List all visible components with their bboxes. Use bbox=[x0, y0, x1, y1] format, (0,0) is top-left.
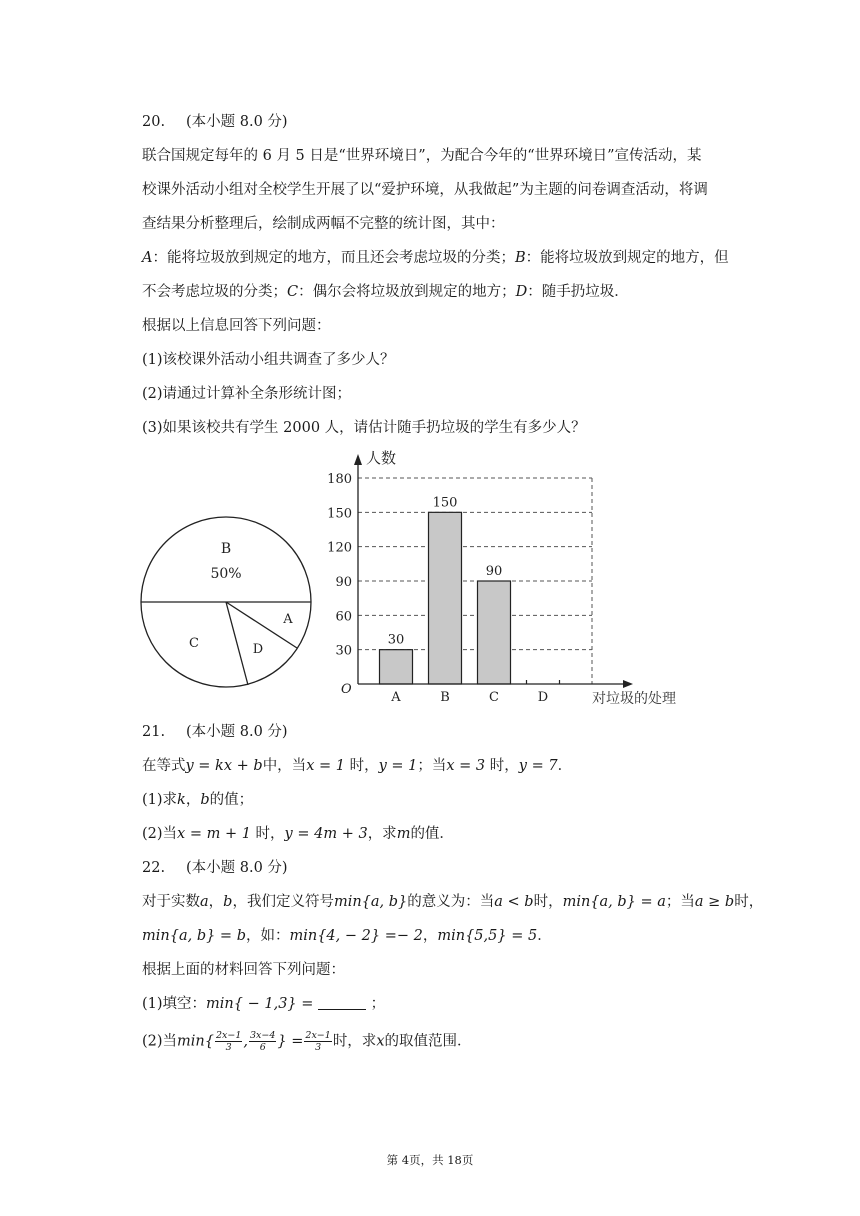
y-axis-label: 人数 bbox=[366, 449, 397, 467]
q22-line2 bbox=[142, 926, 552, 946]
q22-math: min{ − 1,3} = bbox=[206, 996, 314, 1012]
q21-condition: y = 4m + 3 bbox=[284, 826, 368, 842]
pie-label-b-percent: 50% bbox=[210, 566, 242, 582]
q21-text: 时， bbox=[250, 826, 285, 842]
fraction-numerator: 2x−1 bbox=[216, 1030, 242, 1041]
option-c-key: C bbox=[287, 284, 299, 300]
q22-text: ； bbox=[366, 996, 386, 1012]
fraction-denominator: 6 bbox=[259, 1042, 266, 1053]
q21-var-k: k bbox=[177, 792, 186, 808]
q21-sub1 bbox=[142, 790, 253, 810]
q20-number: 20. bbox=[142, 114, 166, 130]
q22-text: (2)当 bbox=[142, 1033, 178, 1050]
x-tick-label: A bbox=[391, 690, 401, 705]
q20-figure bbox=[130, 445, 710, 707]
fraction-numerator: 2x−1 bbox=[305, 1030, 331, 1041]
q21-text: 在等式 bbox=[142, 758, 186, 774]
q22-var: a bbox=[200, 894, 209, 910]
q20-sub2: (2)请通过计算补全条形统计图； bbox=[142, 386, 352, 402]
fraction-denominator: 3 bbox=[225, 1042, 232, 1053]
q20-options-line2 bbox=[142, 282, 629, 302]
q22-math: , bbox=[243, 1033, 249, 1050]
q22-math: min{a, b} bbox=[333, 894, 408, 910]
data-label: 150 bbox=[432, 495, 458, 511]
pie-label-b: B bbox=[220, 541, 232, 557]
x-axis-label: 对垃圾的处理 bbox=[592, 691, 676, 707]
fraction bbox=[249, 1030, 276, 1053]
y-tick-label: 60 bbox=[335, 609, 352, 625]
y-tick-label: 150 bbox=[327, 506, 352, 522]
q22-text: (1)填空： bbox=[142, 996, 207, 1012]
q20-options-line1 bbox=[142, 248, 729, 268]
bar-chart bbox=[327, 449, 676, 707]
q22-text: ， bbox=[422, 928, 438, 944]
q20-header bbox=[142, 112, 288, 132]
option-a-key: A bbox=[142, 250, 153, 266]
bar-c bbox=[478, 581, 511, 684]
q20-sub3: (3)如果该校共有学生 2000 人，请估计随手扔垃圾的学生有多少人？ bbox=[142, 420, 586, 436]
option-b-text-cont: 不会考虑垃圾的分类； bbox=[142, 284, 287, 300]
q22-number: 22. bbox=[142, 860, 166, 876]
fraction-denominator: 3 bbox=[315, 1042, 322, 1053]
q21-condition: y = 1 bbox=[378, 758, 418, 774]
q22-text: 时，求 bbox=[332, 1033, 377, 1050]
q22-sub1 bbox=[142, 994, 385, 1014]
option-d-key: D bbox=[515, 284, 528, 300]
option-b-text: ：能将垃圾放到规定的地方，但 bbox=[525, 250, 729, 266]
y-tick-label: 180 bbox=[327, 472, 352, 487]
q22-text: 时， bbox=[734, 894, 764, 910]
q21-text: 时， bbox=[485, 758, 519, 774]
q21-line1 bbox=[142, 756, 572, 776]
bar-b bbox=[429, 512, 462, 684]
x-tick-label: D bbox=[537, 690, 549, 705]
option-a-text: ：能将垃圾放到规定的地方，而且还会考虑垃圾的分类； bbox=[152, 250, 515, 266]
q21-var-b: b bbox=[200, 792, 210, 808]
q21-text: (1)求 bbox=[142, 792, 178, 808]
q22-text: 时， bbox=[533, 894, 563, 910]
q21-text: ；当 bbox=[417, 758, 447, 774]
q22-text: ，如： bbox=[245, 928, 290, 944]
q22-text: ． bbox=[537, 928, 552, 944]
q21-condition: x = 1 bbox=[306, 758, 345, 774]
q22-sub2 bbox=[142, 1030, 472, 1053]
q22-text: 对于实数 bbox=[142, 894, 200, 910]
q20-intro-line3: 查结果分析整理后，绘制成两幅不完整的统计图，其中： bbox=[142, 216, 505, 232]
origin-label: O bbox=[341, 682, 352, 697]
y-axis-arrow bbox=[354, 454, 362, 465]
option-c-text: ：偶尔会将垃圾放到规定的地方； bbox=[298, 284, 516, 300]
data-label: 90 bbox=[485, 564, 503, 579]
q22-header bbox=[142, 858, 288, 878]
q22-math: min{5,5} = 5 bbox=[437, 928, 538, 944]
q20-intro-line1: 联合国规定每年的 6 月 5 日是“世界环境日”，为配合今年的“世界环境日”宣传活动，某 bbox=[142, 148, 702, 164]
q21-condition: x = m + 1 bbox=[177, 826, 251, 842]
q21-text: (2)当 bbox=[142, 826, 178, 842]
q21-text: ． bbox=[557, 758, 573, 774]
data-label: 30 bbox=[387, 632, 405, 648]
answer-blank[interactable] bbox=[318, 995, 366, 1010]
q22-math: a ≥ b bbox=[694, 894, 735, 910]
q21-text: 的值． bbox=[410, 826, 454, 842]
q22-text: 的取值范围． bbox=[384, 1033, 472, 1050]
x-axis-arrow bbox=[623, 680, 633, 688]
q22-math: a < b bbox=[494, 894, 534, 910]
q21-text: 时， bbox=[344, 758, 379, 774]
q21-header bbox=[142, 722, 288, 742]
q22-math: min{a, b} = b bbox=[142, 928, 246, 944]
q21-text: ， bbox=[185, 792, 201, 808]
q22-line1 bbox=[142, 892, 763, 912]
q22-text: ， bbox=[208, 894, 224, 910]
q21-condition: x = 3 bbox=[446, 758, 486, 774]
fraction bbox=[304, 1030, 331, 1053]
q22-text: ；当 bbox=[665, 894, 695, 910]
q20-points: (本小题 8.0 分) bbox=[186, 114, 288, 130]
q22-var: x bbox=[376, 1033, 385, 1050]
q22-text: 的意义为：当 bbox=[407, 894, 495, 910]
q21-condition: y = 7 bbox=[518, 758, 558, 774]
y-tick-label: 30 bbox=[335, 643, 352, 659]
y-tick-label: 90 bbox=[335, 575, 352, 590]
y-tick-label: 120 bbox=[327, 540, 352, 556]
bar-a bbox=[380, 650, 413, 684]
q22-text: ，我们定义符号 bbox=[232, 894, 334, 910]
pie-chart bbox=[141, 517, 311, 687]
q22-math: min{4, − 2} =− 2 bbox=[289, 928, 423, 944]
q21-var-m: m bbox=[396, 826, 411, 842]
q20-intro-line2: 校课外活动小组对全校学生开展了以“爱护环境，从我做起”为主题的问卷调查活动，将调 bbox=[142, 182, 708, 198]
bar-chart-bars bbox=[380, 495, 560, 705]
q22-math: min{a, b} = a bbox=[562, 894, 666, 910]
q20-sub1: (1)该校课外活动小组共调查了多少人？ bbox=[142, 352, 395, 368]
page-footer: 第 4页，共 18页 bbox=[386, 1153, 474, 1167]
q21-points: (本小题 8.0 分) bbox=[186, 724, 288, 740]
pie-label-c: C bbox=[189, 636, 199, 651]
q22-var: b bbox=[223, 894, 233, 910]
fraction-numerator: 3x−4 bbox=[250, 1030, 276, 1041]
pie-label-a: A bbox=[283, 612, 293, 627]
q21-number: 21. bbox=[142, 724, 166, 740]
q21-equation: y = kx + b bbox=[185, 758, 263, 774]
q22-math: min{ bbox=[177, 1033, 214, 1050]
x-tick-label: B bbox=[440, 690, 450, 705]
pie-label-d: D bbox=[252, 642, 264, 657]
x-tick-label: C bbox=[489, 690, 499, 705]
fraction bbox=[215, 1030, 242, 1053]
q21-text: 中，当 bbox=[262, 758, 307, 774]
q22-points: (本小题 8.0 分) bbox=[186, 860, 288, 876]
q22-math: } = bbox=[277, 1033, 304, 1050]
q21-sub2 bbox=[142, 824, 454, 844]
option-b-key: B bbox=[514, 250, 526, 266]
q21-text: ，求 bbox=[367, 826, 397, 842]
q21-text: 的值； bbox=[209, 792, 254, 808]
q20-prompt: 根据以上信息回答下列问题： bbox=[142, 318, 331, 334]
q22-prompt: 根据上面的材料回答下列问题： bbox=[142, 962, 345, 978]
option-d-text: ：随手扔垃圾． bbox=[527, 284, 629, 300]
